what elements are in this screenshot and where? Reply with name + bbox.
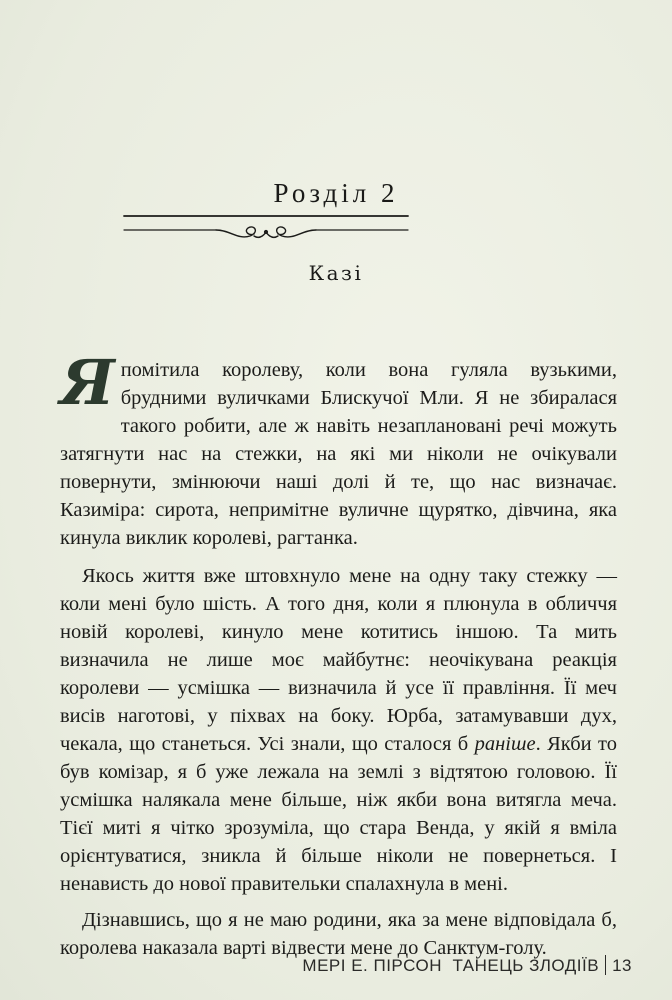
paragraph-2-italic: раніше [474,733,536,755]
paragraph-2-text-a: Якось життя вже штовхнуло мене на одну таку стежку — коли мені було шість. А того дня, коли я плюнула в обличчя новій королеві, кинуло мене котитись іншою. Та мить визначила не лише моє майбутнє: неочікувана реакція королеви — усмішка — визначила й усе її правління. Її меч висів наготові, у піхвах на боку. Юрба, затамувавши дух, чекала, що станеться. Усі знали, що сталося б [60,565,617,755]
paragraph-2-text-b: . Якби то був комізар, я б уже лежала на землі з відтятою головою. Її усмішка налякала мене більше, ніж якби вона витягла меча. Тієї миті я чітко зрозуміла, що стара Венда, у якій я вміла орієнтуватися, зникла й більше ніколи не повернеться. І ненависть до нової правительки спалахнула в мені. [60,733,617,895]
dropcap: Я [60,346,115,419]
paragraph-3 [60,906,617,962]
running-footer [302,955,632,976]
footer-author: МЕРІ Е. ПІРСОН [302,956,442,975]
footer-separator [605,955,606,975]
paragraph-1-text: помітила королеву, коли вона гуляла вузькими, брудними вуличками Блискучої Мли. Я не збиралася такого робити, але ж навіть незаплановані речі можуть затягнути нас на стежки, на які ми ніколи не очікували повернути, змінюючи наші долі й те, що нас визначає. Казиміра: сирота, непримітне вуличне щурятко, дівчина, яка кинула виклик королеві, рагтанка. [60,359,617,549]
chapter-subtitle: Казі [308,261,364,285]
paragraph-3-text: Дізнавшись, що я не маю родини, яка за мене відповідала б, королева наказала варті відвести мене до Санктум-голу. [60,909,617,959]
chapter-title: Розділ 2 [273,178,399,208]
page-number: 13 [612,956,632,975]
footer-book-title: ТАНЕЦЬ ЗЛОДІЇВ [452,956,600,975]
paragraph-1 [60,346,617,552]
paragraph-2 [60,562,617,898]
body-text [60,346,617,962]
ornament-divider-icon [120,212,412,246]
